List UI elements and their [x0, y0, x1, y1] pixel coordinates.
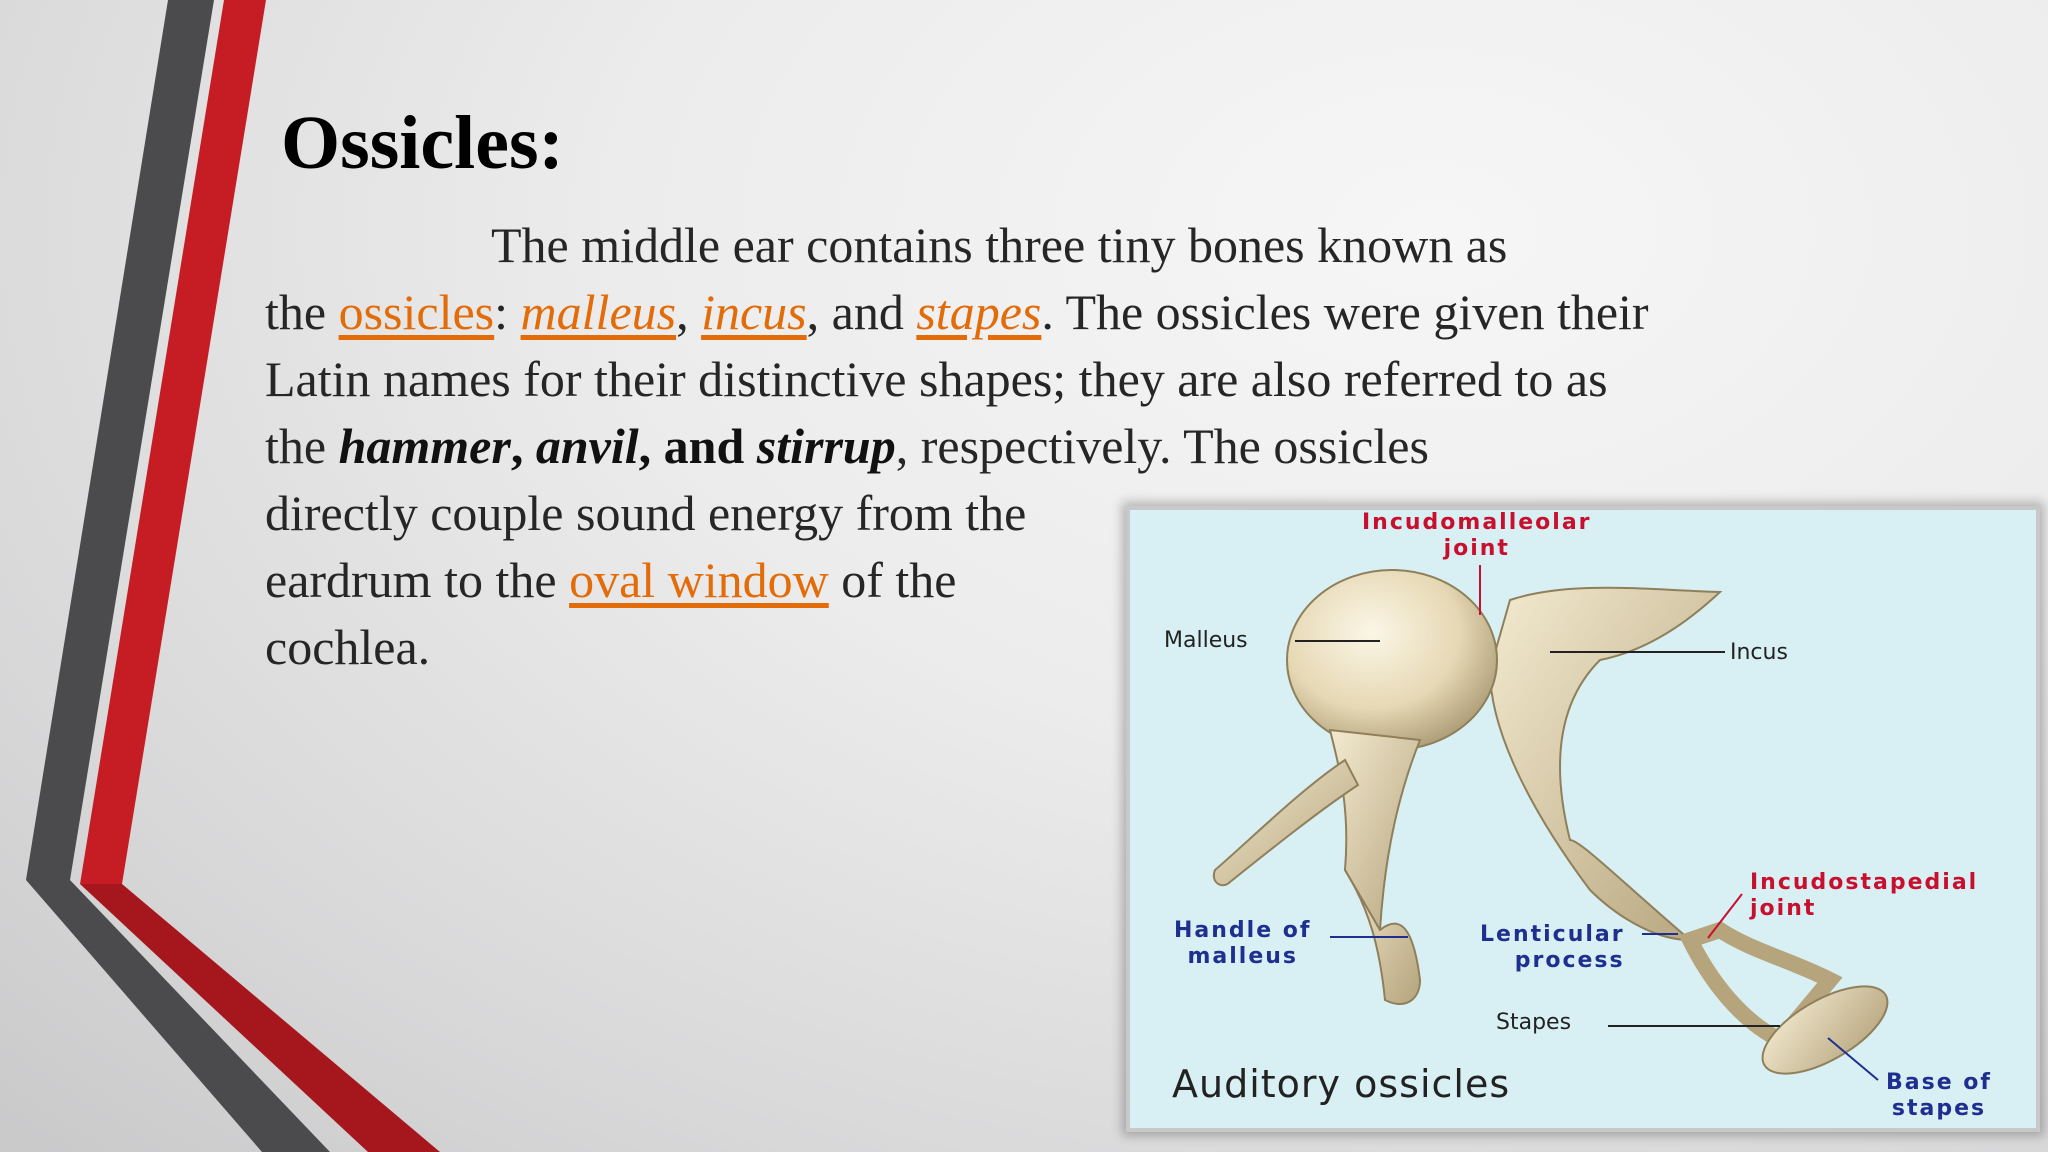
label-line: joint: [1750, 896, 1817, 921]
gray-diagonal: [26, 880, 330, 1152]
malleus-head: [1287, 570, 1497, 750]
label-line: Incudomalleolar: [1362, 510, 1592, 535]
text-fragment: the: [265, 284, 339, 340]
incus-link[interactable]: incus: [701, 284, 807, 340]
text-fragment: :: [494, 284, 521, 340]
paragraph-line-7: cochlea.: [265, 619, 431, 675]
label-incudostapedial: [1750, 870, 1978, 922]
label-line: Base of: [1886, 1070, 1992, 1095]
ossicles-link[interactable]: ossicles: [338, 284, 495, 340]
label-line: process: [1514, 948, 1625, 973]
text-fragment: of the: [828, 552, 957, 608]
label-line: malleus: [1187, 944, 1298, 969]
malleus-anterior-process: [1214, 760, 1358, 885]
incus-bone: [1490, 588, 1720, 940]
text-fragment: ,: [676, 284, 702, 340]
paragraph-line-5: directly couple sound energy from the: [265, 485, 1027, 541]
text-fragment: . The ossicles were given their: [1041, 284, 1649, 340]
paragraph-line-2: [265, 279, 1825, 346]
figure-caption: Auditory ossicles: [1172, 1062, 1511, 1106]
label-line: Incudostapedial: [1750, 870, 1979, 895]
stirrup-term: stirrup: [756, 418, 896, 474]
paragraph-line-4: [265, 413, 1825, 480]
label-stapes: Stapes: [1496, 1010, 1572, 1035]
slide-title: Ossicles:: [281, 101, 564, 185]
text-fragment: ,: [510, 418, 536, 474]
text-fragment: eardrum to the: [265, 552, 570, 608]
text-fragment: , respectively. The ossicles: [895, 418, 1429, 474]
stapes-link[interactable]: stapes: [916, 284, 1042, 340]
label-line: stapes: [1891, 1096, 1987, 1121]
label-lenticular-process: [1480, 922, 1625, 974]
label-line: Handle of: [1174, 918, 1312, 943]
label-malleus: Malleus: [1164, 628, 1248, 653]
label-handle-of-malleus: [1174, 918, 1311, 970]
anvil-term: anvil: [535, 418, 639, 474]
label-incudomalleolar: [1362, 510, 1592, 562]
auditory-ossicles-figure: [1126, 506, 2040, 1132]
ossicles-illustration: [1130, 510, 2036, 1128]
label-line: joint: [1443, 536, 1510, 561]
label-incus: Incus: [1730, 640, 1788, 665]
text-fragment: , and: [638, 418, 757, 474]
label-line: Lenticular: [1480, 922, 1625, 947]
label-base-of-stapes: [1886, 1070, 1992, 1122]
text-fragment: , and: [806, 284, 917, 340]
text-fragment: the: [265, 418, 339, 474]
paragraph-line-1: The middle ear contains three tiny bones known as: [491, 217, 1508, 273]
paragraph-line-3: Latin names for their distinctive shapes; they are also referred to as: [265, 351, 1608, 407]
oval-window-link[interactable]: oval window: [569, 552, 829, 608]
malleus-link[interactable]: malleus: [520, 284, 677, 340]
hammer-term: hammer: [338, 418, 511, 474]
